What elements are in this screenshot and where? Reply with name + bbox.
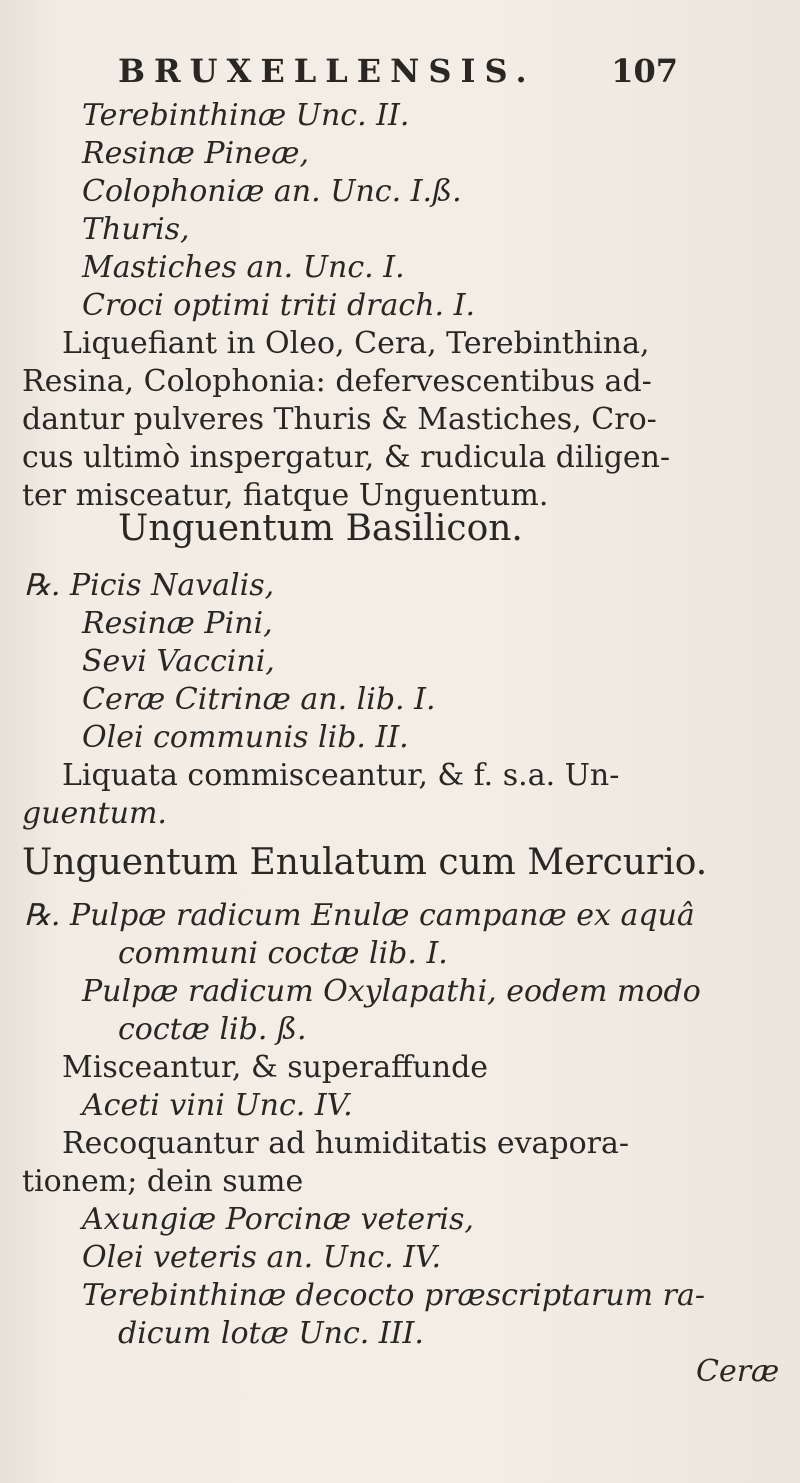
text-line: coctæ lib. ß. xyxy=(118,1012,307,1047)
text-line: Recoquantur ad humiditatis evapora- xyxy=(62,1126,630,1161)
catchword: Ceræ xyxy=(696,1354,780,1389)
running-head xyxy=(118,52,678,96)
text-line: Resina, Colophonia: defervescentibus ad- xyxy=(22,364,652,399)
section-heading: Unguentum Basilicon. xyxy=(118,508,523,549)
running-head-title: BRUXELLENSIS. xyxy=(118,52,536,90)
text-line: guentum. xyxy=(22,796,167,831)
text-line: Pulpæ radicum Oxylapathi, eodem modo xyxy=(82,974,701,1009)
text-line: Croci optimi triti drach. I. xyxy=(82,288,475,323)
text-line: ter misceatur, fiatque Unguentum. xyxy=(22,478,549,513)
section-heading: Unguentum Enulatum cum Mercurio. xyxy=(22,842,708,883)
text-line: dantur pulveres Thuris & Mastiches, Cro- xyxy=(22,402,657,437)
text-line: Ceræ Citrinæ an. lib. I. xyxy=(82,682,436,717)
text-line: Mastiches an. Unc. I. xyxy=(82,250,405,285)
text-line: Sevi Vaccini, xyxy=(82,644,275,679)
text-line: Aceti vini Unc. IV. xyxy=(82,1088,353,1123)
text-line: cus ultimò inspergatur, & rudicula diligen- xyxy=(22,440,671,475)
text-line: ℞. Picis Navalis, xyxy=(24,568,275,603)
text-line: Terebinthinæ decocto præscriptarum ra- xyxy=(82,1278,705,1313)
text-line: Resinæ Pineæ, xyxy=(82,136,309,171)
text-line: Liquata commisceantur, & f. s.a. Un- xyxy=(62,758,620,793)
text-line: dicum lotæ Unc. III. xyxy=(118,1316,424,1351)
text-line: Olei veteris an. Unc. IV. xyxy=(82,1240,442,1275)
text-line: communi coctæ lib. I. xyxy=(118,936,448,971)
text-line: Misceantur, & superaffunde xyxy=(62,1050,489,1085)
text-line: Thuris, xyxy=(82,212,190,247)
text-line: Colophoniæ an. Unc. I.ß. xyxy=(82,174,462,209)
text-line: tionem; dein sume xyxy=(22,1164,304,1199)
text-line: Terebinthinæ Unc. II. xyxy=(82,98,410,133)
text-line: Axungiæ Porcinæ veteris, xyxy=(82,1202,474,1237)
text-line: Liquefiant in Oleo, Cera, Terebinthina, xyxy=(62,326,650,361)
page-number: 107 xyxy=(611,52,678,90)
text-line: ℞. Pulpæ radicum Enulæ campanæ ex aquâ xyxy=(24,898,695,933)
text-line: Resinæ Pini, xyxy=(82,606,273,641)
text-line: Olei communis lib. II. xyxy=(82,720,409,755)
